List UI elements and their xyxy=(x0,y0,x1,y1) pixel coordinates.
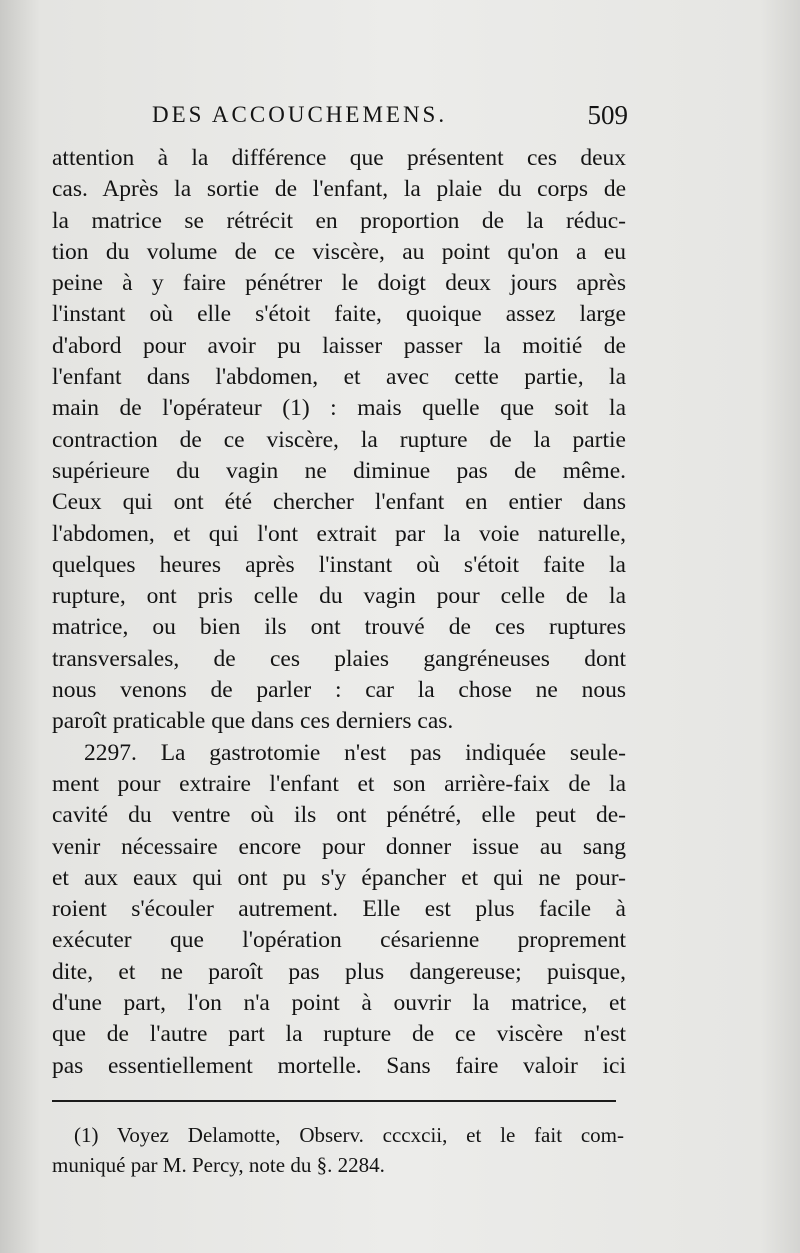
paragraph-start-line: 2297. La gastrotomie n'est pas indiquée seule- xyxy=(84,739,626,766)
text-line: tion du volume de ce viscère, au point qu'on a eu xyxy=(52,238,626,265)
text-line: d'une part, l'on n'a point à ouvrir la matrice, et xyxy=(52,990,626,1017)
text-line: peine à y faire pénétrer le doigt deux jours après xyxy=(52,270,626,297)
text-line: dite, et ne paroît pas plus dangereuse; puisque, xyxy=(52,958,626,985)
text-line: attention à la différence que présentent ces deux xyxy=(52,145,626,171)
text-line: cavité du ventre où ils ont pénétré, elle peut de- xyxy=(52,802,626,829)
text-line: paroît praticable que dans ces derniers cas. xyxy=(52,708,454,735)
text-line: l'enfant dans l'abdomen, et avec cette partie, la xyxy=(52,364,626,391)
text-line: ment pour extraire l'enfant et son arrière-faix de la xyxy=(52,770,626,797)
text-line: l'instant où elle s'étoit faite, quoique assez large xyxy=(52,301,626,328)
text-line: main de l'opérateur (1) : mais quelle que soit la xyxy=(52,395,626,422)
text-line: transversales, de ces plaies gangréneuses dont xyxy=(52,645,626,672)
text-line: et aux eaux qui ont pu s'y épancher et qui ne pour- xyxy=(52,864,626,891)
text-line: pas essentiellement mortelle. Sans faire valoir ici xyxy=(52,1052,626,1079)
text-line: roient s'écouler autrement. Elle est plus facile à xyxy=(52,896,626,923)
text-line: rupture, ont pris celle du vagin pour celle de la xyxy=(52,583,626,610)
running-title: DES ACCOUCHEMENS. xyxy=(152,102,448,127)
text-line: cas. Après la sortie de l'enfant, la plaie du corps de xyxy=(52,176,626,203)
text-line: l'abdomen, et qui l'ont extrait par la voie naturelle, xyxy=(52,520,626,547)
text-line: que de l'autre part la rupture de ce viscère n'est xyxy=(52,1021,626,1048)
text-line: venir nécessaire encore pour donner issue au sang xyxy=(52,833,626,860)
text-line: contraction de ce viscère, la rupture de la partie xyxy=(52,426,626,453)
text-line: exécuter que l'opération césarienne proprement xyxy=(52,927,626,954)
page-header xyxy=(52,100,628,140)
footnote-line: (1) Voyez Delamotte, Observ. cccxcii, et le fait com- xyxy=(74,1123,624,1147)
text-line: supérieure du vagin ne diminue pas de même. xyxy=(52,457,626,484)
text-line: quelques heures après l'instant où s'étoit faite la xyxy=(52,551,626,578)
footnote xyxy=(52,1120,624,1180)
text-line: d'abord pour avoir pu laisser passer la moitié de xyxy=(52,332,626,359)
page-number: 509 xyxy=(587,100,628,130)
text-line: matrice, ou bien ils ont trouvé de ces ruptures xyxy=(52,614,626,641)
body-text xyxy=(52,143,626,1082)
footnote-rule xyxy=(52,1100,616,1102)
text-line: Ceux qui ont été chercher l'enfant en entier dans xyxy=(52,489,626,516)
text-line: la matrice se rétrécit en proportion de la réduc- xyxy=(52,207,626,234)
footnote-line: muniqué par M. Percy, note du §. 2284. xyxy=(52,1153,385,1177)
text-line: nous venons de parler : car la chose ne nous xyxy=(52,677,626,704)
